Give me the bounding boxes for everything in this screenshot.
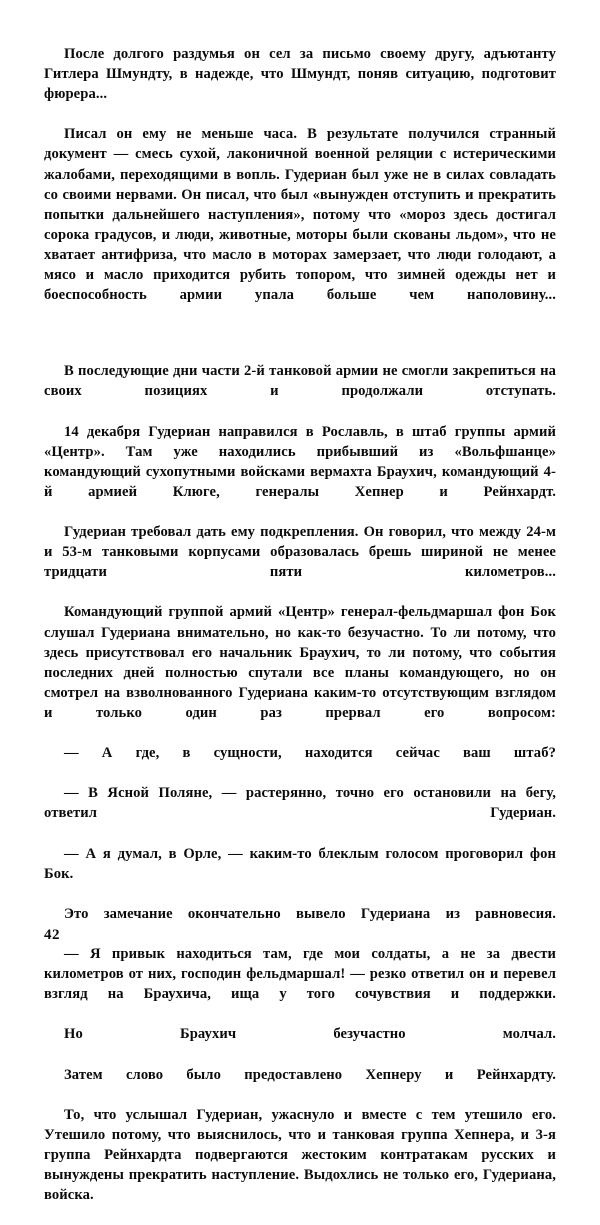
- paragraph: Гудериан требовал дать ему подкрепления. Он говорил, что между 24-м и 53-м танковыми корпусами образовалась брешь шириной не менее тридцати пяти километров...: [44, 524, 556, 581]
- dialogue-line: — Я привык находиться там, где мои солдаты, а не за двести километров от них, господин фельдмаршал! — резко ответил он и перевел взгляд на Браухича, ища у того сочувствия и поддержки.: [44, 946, 556, 1003]
- text-block-2: [44, 361, 556, 1225]
- text-column: [44, 44, 556, 1225]
- dialogue-line: — А я думал, в Орле, — каким-то блеклым голосом проговорил фон Бок.: [44, 845, 556, 882]
- paragraph: То, что услышал Гудериан, ужаснуло и вместе с тем утешило его. Утешило потому, что выяснилось, что и танковая группа Хепнера, и 3-я группа Рейнхардта подвергаются жестоким контратакам русских и вынуждены прекратить наступление. Выдохлись не только его, Гудериана, войска.: [44, 1106, 556, 1204]
- paragraph: После долгого раздумья он сел за письмо своему другу, адъютанту Гитлера Шмундту, в надежде, что Шмундт, поняв ситуацию, подготовит фюрера...: [44, 46, 556, 103]
- paragraph: Но Браухич безучастно молчал.: [64, 1026, 556, 1043]
- paragraph: В последующие дни части 2-й танковой армии не смогли закрепиться на своих позициях и продолжали отступать.: [44, 363, 556, 400]
- paragraph: Командующий группой армий «Центр» генерал-фельдмаршал фон Бок слушал Гудериана внимательно, но как-то безучастно. То ли потому, что здесь присутствовал его начальник Браухич, то ли потому, что события последних дней полностью спутали все планы командующего, но он смотрел на взволнованного Гудериана каким-то отсутствующим взглядом и только один раз прервал его вопросом:: [44, 604, 556, 721]
- block-separator: [44, 325, 556, 361]
- paragraph: 14 декабря Гудериан направился в Рославль, в штаб группы армий «Центр». Там уже находились прибывший из «Вольфшанце» командующий сухопутными войсками вермахта Браухич, командующий 4-й армией Клюге, генералы Хепнер и Рейнхардт.: [44, 423, 556, 500]
- paragraph: Писал он ему не меньше часа. В результате получился странный документ — смесь сухой, лаконичной военной реляции с истерическими жалобами, переходящими в вопль. Гудериан был уже не в силах совладать со своими нервами. Он писал, что был «вынужден отступить и прекратить попытки дальнейшего наступления», потому что «мороз здесь достигал сорока градусов, и люди, животные, моторы были скованы льдом», что не хватает антифриза, что масло в моторах замерзает, что люди голодают, а мясо и масло приходится рубить топором, что зимней одежды нет и боеспособность армии упала больше чем наполовину...: [44, 126, 556, 304]
- dialogue-line: — В Ясной Поляне, — растерянно, точно его остановили на бегу, ответил Гудериан.: [44, 785, 556, 822]
- paragraph: Затем слово было предоставлено Хепнеру и Рейнхардту.: [64, 1066, 556, 1083]
- dialogue-line: — А где, в сущности, находится сейчас ваш штаб?: [64, 745, 556, 762]
- paragraph: Это замечание окончательно вывело Гудериана из равновесия.: [64, 905, 556, 922]
- text-block-1: [44, 44, 556, 325]
- page-number: 42: [44, 927, 60, 943]
